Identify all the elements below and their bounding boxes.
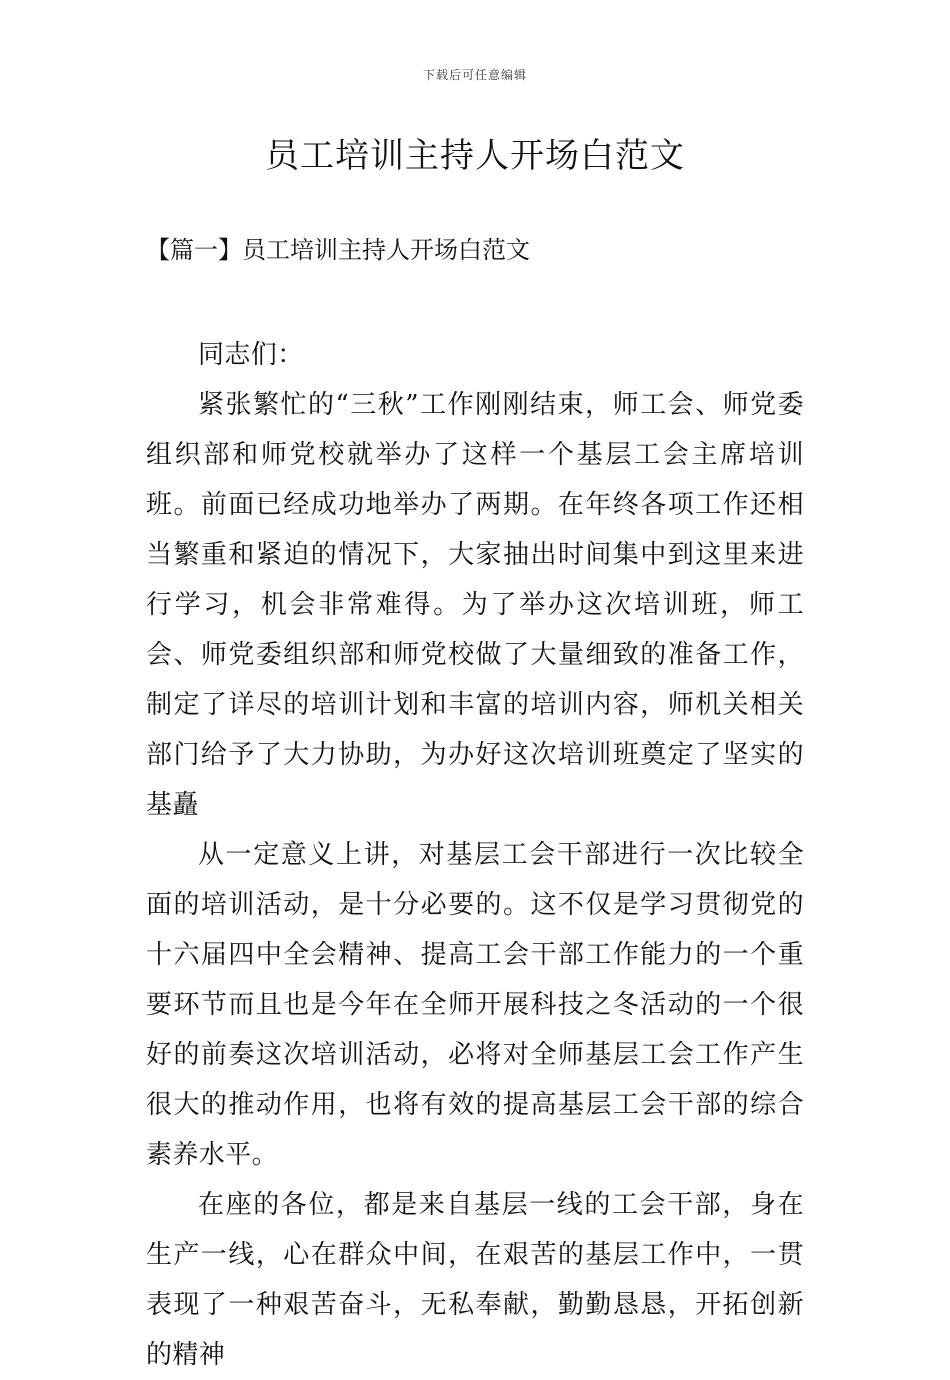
document-title: 员工培训主持人开场白范文 xyxy=(265,136,685,176)
salutation-paragraph: 同志们： xyxy=(198,340,304,370)
body-paragraph: 在座的各位，都是来自基层一线的工会干部，身在生产一线，心在群众中间，在艰苦的基层工作中，一贯表现了一种艰苦奋斗，无私奉献，勤勤恳恳，开拓创新的精神 xyxy=(146,1190,804,1370)
header-note: 下载后可任意编辑 xyxy=(422,68,527,82)
body-paragraph: 从一定意义上讲，对基层工会干部进行一次比较全面的培训活动，是十分必要的。这不仅是学习贯彻党的十六届四中全会精神、提高工会干部工作能力的一个重要环节而且也是今年在全师开展科技之冬活动的一个很好的前奏这次培训活动，必将对全师基层工会工作产生很大的推动作用，也将有效的提高基层工会干部的综合素养水平。 xyxy=(146,840,804,1170)
body-text xyxy=(146,330,804,1380)
section-heading: 【篇一】员工培训主持人开场白范文 xyxy=(146,236,530,264)
body-paragraph: 紧张繁忙的“三秋”工作刚刚结束，师工会、师党委组织部和师党校就举办了这样一个基层工会主席培训班。前面已经成功地举办了两期。在年终各项工作还相当繁重和紧迫的情况下，大家抽出时间集中到这里来进行学习，机会非常难得。为了举办这次培训班，师工会、师党委组织部和师党校做了大量细致的准备工作，制定了详尽的培训计划和丰富的培训内容，师机关相关部门给予了大力协助，为办好这次培训班奠定了坚实的基矗 xyxy=(146,390,804,820)
